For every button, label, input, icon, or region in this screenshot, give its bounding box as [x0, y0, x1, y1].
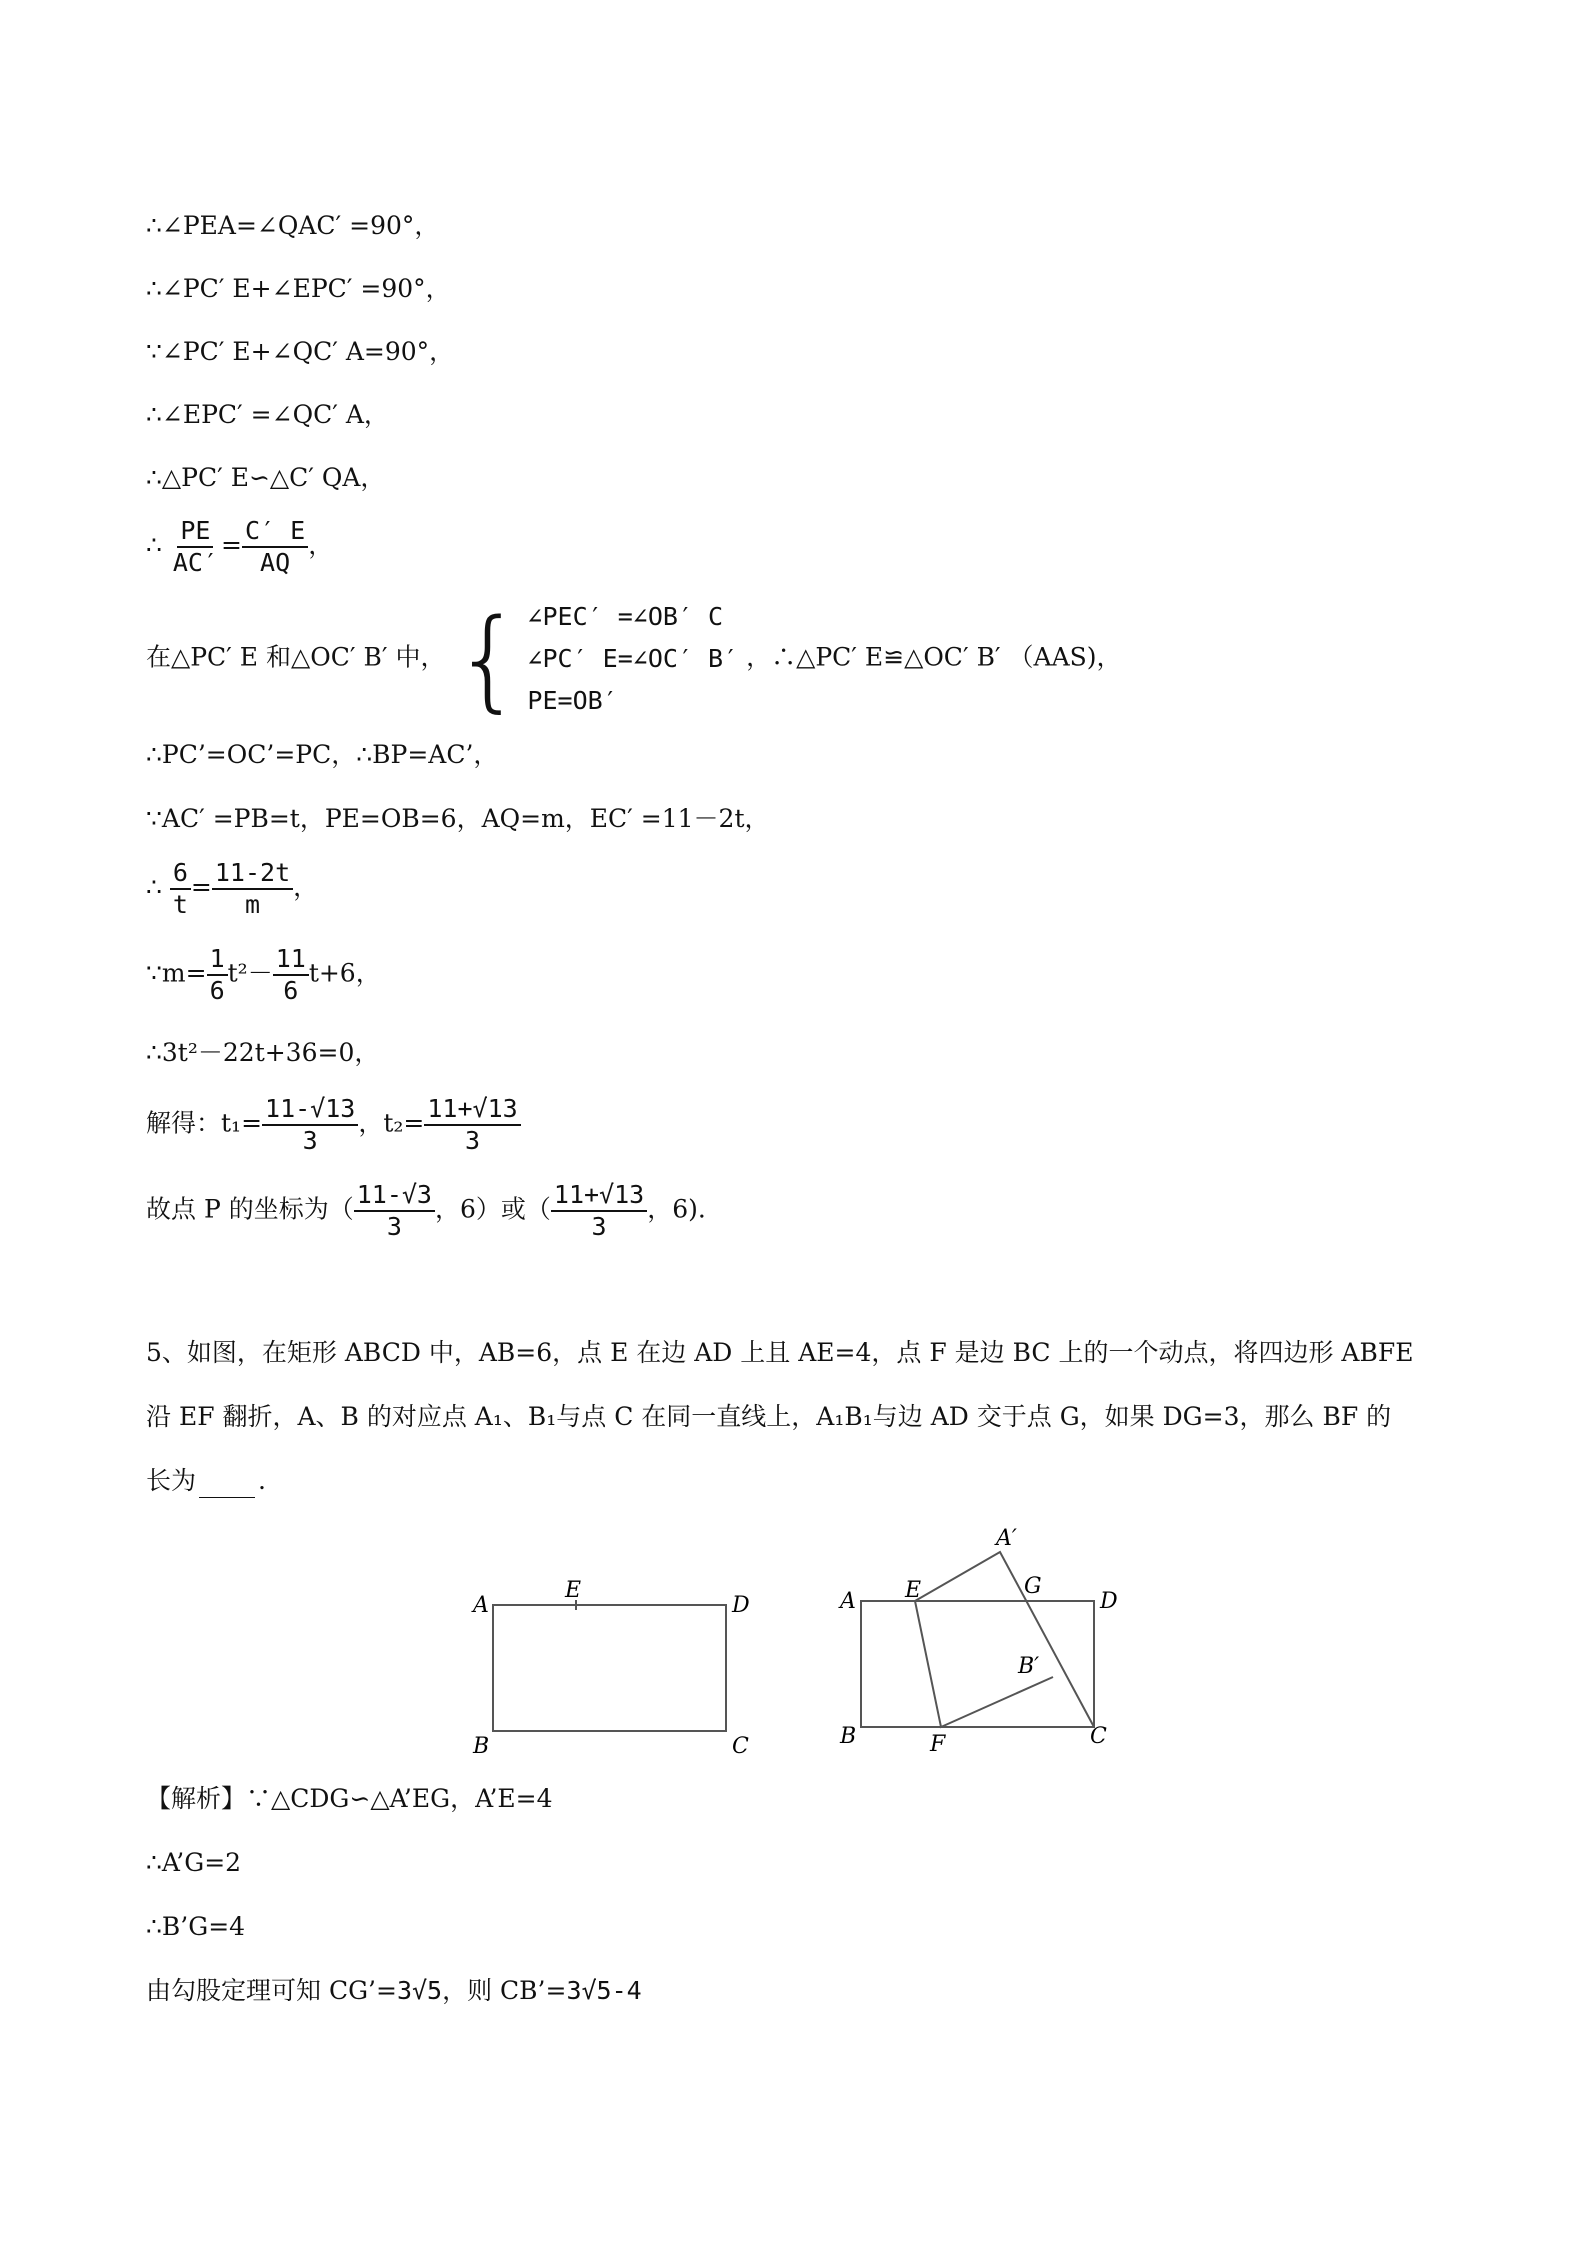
- label-D: D: [1100, 1589, 1118, 1614]
- text-line: ∵∠PC′ E+∠QC′ A=90°，: [146, 337, 455, 366]
- label-A: A: [840, 1589, 856, 1614]
- label-E: E: [565, 1578, 582, 1603]
- label-D: D: [732, 1593, 750, 1618]
- fraction-line: ∴ $\frac{PE}{AC'}$ = $\frac{C' E}{AQ}$ ，: [146, 516, 334, 577]
- label-B: B: [473, 1734, 490, 1759]
- label-F: F: [930, 1732, 946, 1757]
- problem-text: 5、如图，在矩形 ABCD 中，AB=6，点 E 在边 AD 上且 AE=4，点 F 是边 BC 上的一个动点，将四边形 ABFE: [146, 1338, 1414, 1367]
- text-line: ∴PC’=OC’=PC，∴BP=AC’，: [146, 740, 499, 769]
- solution-text: ∴B’G=4: [146, 1912, 246, 1941]
- fraction-line: 故点 P 的坐标为（ $\frac{11-√3}{3}$ ，6）或（ $\frac{11+√13}{3}$ ，6).: [146, 1180, 706, 1241]
- fraction-line: ∵m= $\frac{1}{6}$ t²－ $\frac{11}{6}$ t+6，: [146, 944, 381, 1005]
- fraction: $\frac{PE}{AC'}$: [172, 516, 219, 577]
- folded-figure: [828, 1505, 1128, 1765]
- problem-text: 沿 EF 翻折，A、B 的对应点 A₁、B₁与点 C 在同一直线上，A₁B₁与边 AD 交于点 G，如果 DG=3，那么 BF 的: [146, 1402, 1392, 1431]
- text-line: ∴△PC′ E∽△C′ QA，: [146, 463, 386, 492]
- text-line: ∴3t²－22t+36=0，: [146, 1038, 380, 1067]
- fraction-line: 解得：t₁= $\frac{11-√13}{3}$ ，t₂= $\frac{11+√13}{3}$: [146, 1094, 521, 1156]
- problem-text: 长为 .: [146, 1464, 266, 1498]
- label-C: C: [732, 1734, 749, 1759]
- label-A-prime: A′: [996, 1526, 1017, 1551]
- label-A: A: [473, 1593, 489, 1618]
- text-line: ∴∠EPC′ =∠QC′ A，: [146, 400, 389, 429]
- label-B: B: [840, 1724, 857, 1749]
- text-line: ∴∠PC′ E+∠EPC′ =90°，: [146, 274, 451, 303]
- text-line: ∴∠PEA=∠QAC′ =90°，: [146, 211, 440, 240]
- label-B-prime: B′: [1018, 1654, 1040, 1679]
- label-E: E: [905, 1578, 922, 1603]
- fraction: $\frac{C' E}{AQ}$: [242, 516, 308, 578]
- congruence-line: 在△PC′ E 和△OC′ B′ 中， { ∠PEC′ =∠OB′ C ∠PC′ E=∠OC′ B′ PE=OB′ ，∴△PC′ E≌△OC′ B′ （AAS)，: [146, 595, 1122, 723]
- label-G: G: [1024, 1574, 1042, 1599]
- label-C: C: [1090, 1724, 1107, 1749]
- solution-text: 【解析】∵△CDG∽△A’EG，A’E=4: [146, 1784, 553, 1813]
- answer-blank[interactable]: [199, 1471, 255, 1498]
- text-line: ∵AC′ =PB=t，PE=OB=6，AQ=m，EC′ =11－2t，: [146, 804, 770, 833]
- rectangle-figure: [465, 1570, 765, 1760]
- solution-text: 由勾股定理可知 CG’=3√5，则 CB’=3√5-4: [146, 1976, 642, 2005]
- fraction-line: ∴ $\frac{6}{t}$ = $\frac{11-2t}{m}$ ，: [146, 858, 319, 919]
- equation-system: { ∠PEC′ =∠OB′ C ∠PC′ E=∠OC′ B′ PE=OB′: [453, 595, 739, 723]
- solution-text: ∴A’G=2: [146, 1848, 242, 1877]
